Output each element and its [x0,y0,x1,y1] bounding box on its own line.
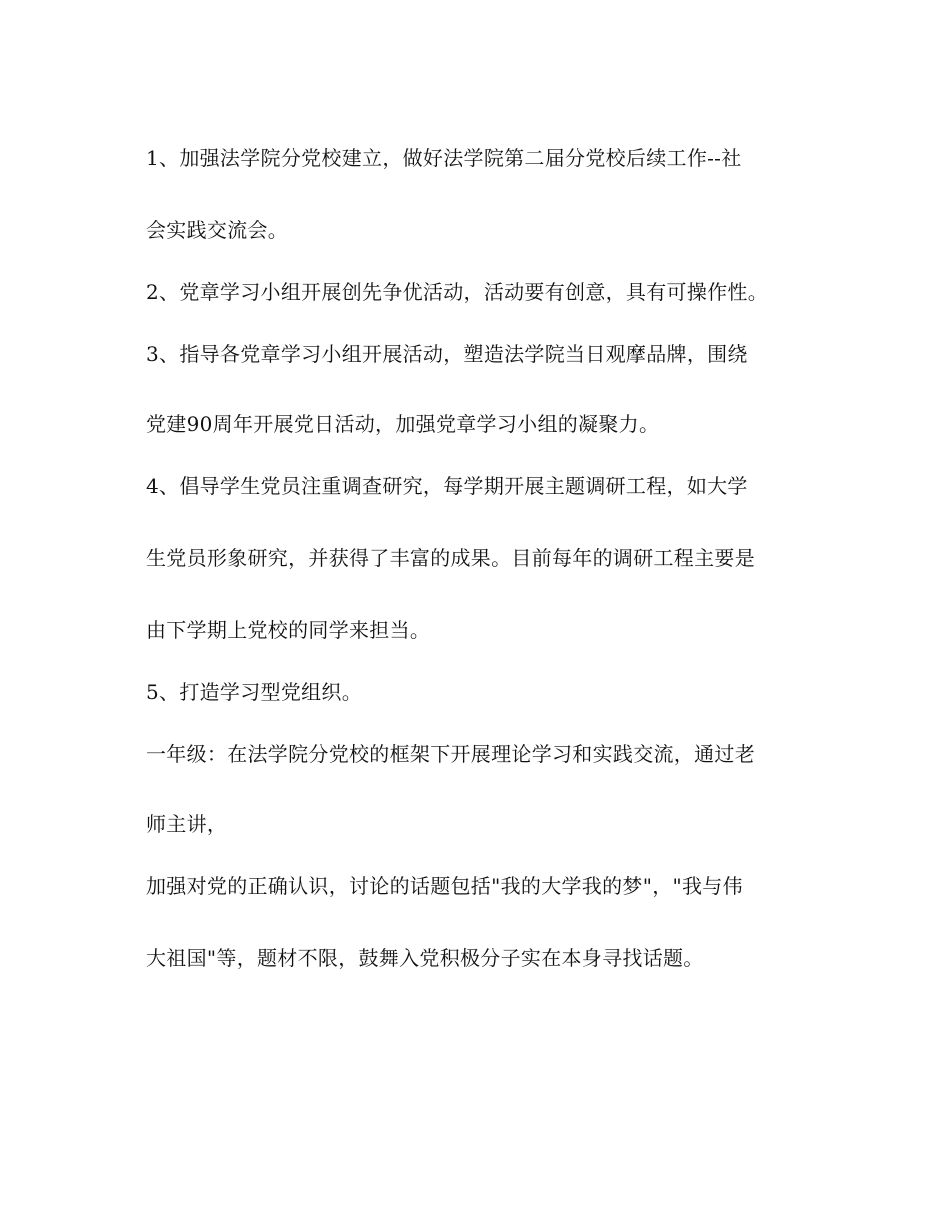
text-line: 由下学期上党校的同学来担当。 [146,618,431,642]
text-line: 会实践交流会。 [146,218,289,242]
text-line: 2、党章学习小组开展创先争优活动，活动要有创意，具有可操作性。 [146,280,769,304]
text-line: 4、倡导学生党员注重调查研究，每学期开展主题调研工程，如大学 [146,474,748,498]
text-line: 加强对党的正确认识，讨论的话题包括"我的大学我的梦"，"我与伟 [146,874,743,898]
text-line: 一年级：在法学院分党校的框架下开展理论学习和实践交流，通过老 [146,742,755,766]
text-line: 5、打造学习型党组织。 [146,680,363,704]
text-line: 1、加强法学院分党校建立，做好法学院第二届分党校后续工作--社 [146,146,742,170]
text-line: 生党员形象研究，并获得了丰富的成果。目前每年的调研工程主要是 [146,546,755,570]
text-line: 党建90周年开展党日活动，加强党章学习小组的凝聚力。 [146,412,660,436]
text-line: 师主讲， [146,812,228,836]
text-line: 3、指导各党章学习小组开展活动，塑造法学院当日观摩品牌，围绕 [146,342,748,366]
text-line: 大祖国"等，题材不限，鼓舞入党积极分子实在本身寻找话题。 [146,946,704,970]
